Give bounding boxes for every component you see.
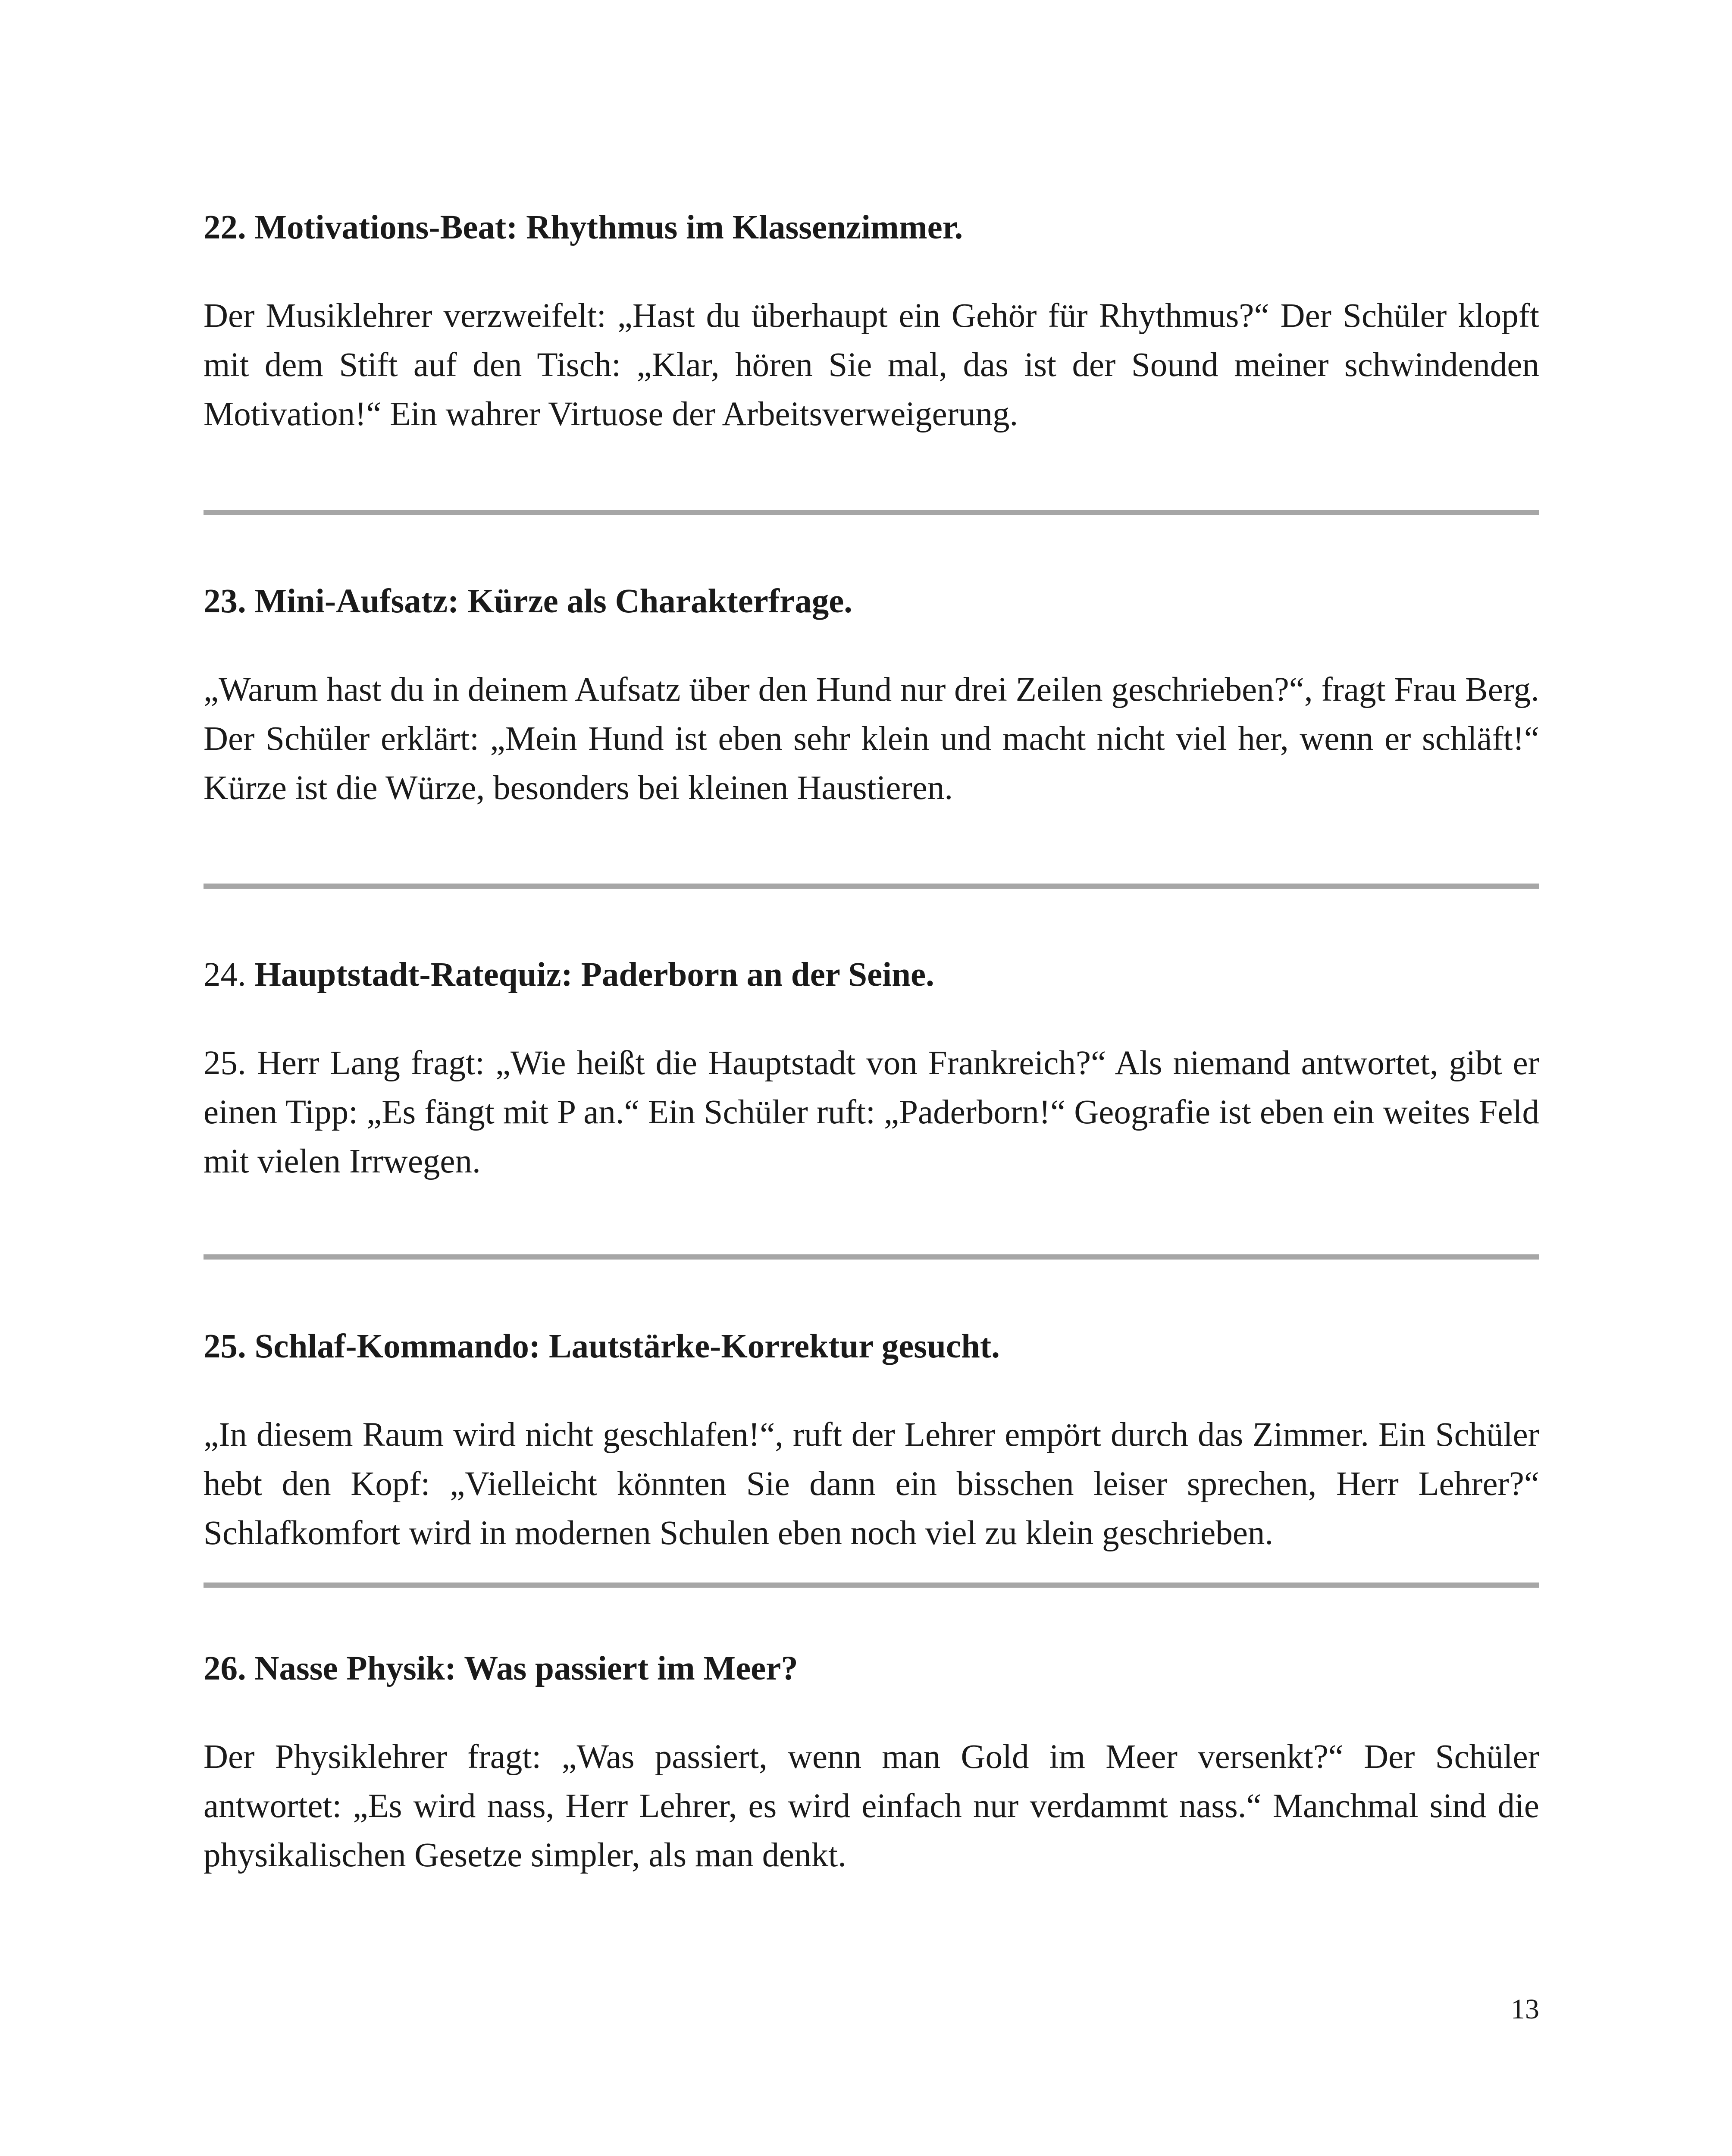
section-heading [204, 953, 1539, 997]
section-23 [204, 580, 1539, 813]
heading-title: Mini-Aufsatz: Kürze als Charakterfrage. [254, 583, 853, 620]
section-body: „In diesem Raum wird nicht geschlafen!“, ruft der Lehrer empört durch das Zimmer. Ein Schüler hebt den Kopf: „Vielleicht könnten Sie dann ein bisschen leiser sprechen, Herr Lehrer?“ Schlafkomfort wird in modernen Schulen eben noch viel zu klein geschrieben. [204, 1416, 1539, 1552]
section-22 [204, 206, 1539, 439]
section-25 [204, 1325, 1539, 1558]
divider-rule [204, 510, 1539, 515]
page-number: 13 [1511, 1993, 1539, 2025]
heading-title: Hauptstadt-Ratequiz: Paderborn an der Seine. [254, 956, 934, 993]
heading-number: 24. [204, 956, 246, 993]
divider-rule [204, 1583, 1539, 1588]
heading-title: Nasse Physik: Was passiert im Meer? [254, 1650, 798, 1687]
heading-number: 25. [204, 1328, 246, 1365]
section-heading [204, 580, 1539, 623]
heading-number: 26. [204, 1650, 246, 1687]
section-heading [204, 1325, 1539, 1368]
divider-rule [204, 1254, 1539, 1260]
section-heading [204, 1647, 1539, 1690]
heading-number: 23. [204, 583, 246, 620]
section-26 [204, 1647, 1539, 1880]
section-body: „Warum hast du in deinem Aufsatz über den Hund nur drei Zeilen geschrieben?“, fragt Frau Berg. Der Schüler erklärt: „Mein Hund ist eben sehr klein und macht nicht viel her, wenn er schläft!“ Kürze ist die Würze, besonders bei kleinen Haustieren. [204, 671, 1539, 807]
section-24 [204, 953, 1539, 1186]
section-body: Der Musiklehrer verzweifelt: „Hast du überhaupt ein Gehör für Rhythmus?“ Der Schüler klopft mit dem Stift auf den Tisch: „Klar, hören Sie mal, das ist der Sound meiner schwindenden Motivation!“ Ein wahrer Virtuose der Arbeitsverweigerung. [204, 297, 1539, 433]
heading-title: Schlaf-Kommando: Lautstärke-Korrektur gesucht. [254, 1328, 1000, 1365]
section-body: 25. Herr Lang fragt: „Wie heißt die Hauptstadt von Frankreich?“ Als niemand antwortet, gibt er einen Tipp: „Es fängt mit P an.“ Ein Schüler ruft: „Paderborn!“ Geografie ist eben ein weites Feld mit vielen Irrwegen. [204, 1044, 1539, 1180]
section-body: Der Physiklehrer fragt: „Was passiert, wenn man Gold im Meer versenkt?“ Der Schüler antwortet: „Es wird nass, Herr Lehrer, es wird einfach nur verdammt nass.“ Manchmal sind die physikalischen Gesetze simpler, als man denkt. [204, 1738, 1539, 1874]
divider-rule [204, 884, 1539, 889]
heading-title: Motivations-Beat: Rhythmus im Klassenzimmer. [254, 209, 963, 246]
section-heading [204, 206, 1539, 249]
heading-number: 22. [204, 209, 246, 246]
